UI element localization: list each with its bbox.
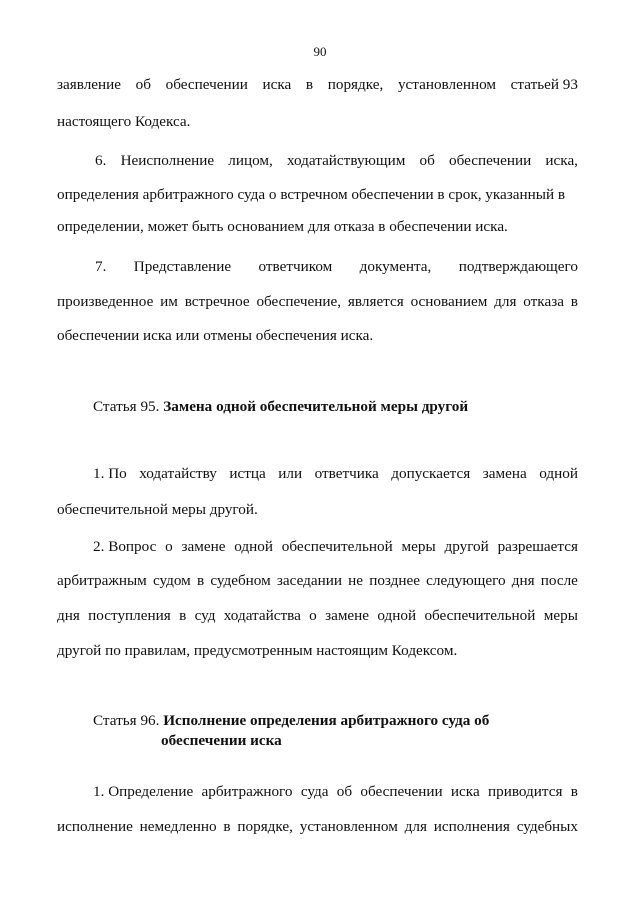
word: в <box>570 783 578 800</box>
word: одной <box>539 465 578 482</box>
paragraph-line: определения арбитражного суда о встречном обеспечении в срок, указанный в <box>57 186 566 203</box>
page-number: 90 <box>313 44 327 59</box>
paragraph-line: определении, может быть основанием для отказа в обеспечении иска. <box>57 218 508 235</box>
word: в <box>179 607 187 624</box>
word: обеспечительной <box>281 538 393 555</box>
word: 1. По <box>93 465 127 482</box>
word: Неисполнение <box>120 152 215 169</box>
word: в <box>305 76 314 93</box>
word: 2. Вопрос <box>93 538 157 555</box>
word: судебных <box>516 818 578 835</box>
word: иска, <box>545 152 578 169</box>
word: в <box>223 818 231 835</box>
paragraph-line <box>95 152 578 170</box>
word: заседании <box>276 572 342 589</box>
word: встречное <box>184 293 250 310</box>
word: установленном <box>397 76 497 93</box>
word: обеспечении <box>360 783 443 800</box>
word: поступления <box>88 607 171 624</box>
word: подтверждающего <box>458 258 578 275</box>
word: ответчика <box>314 465 379 482</box>
word: суд <box>194 607 216 624</box>
word: замене <box>325 607 370 624</box>
word: об <box>135 76 151 93</box>
word: в <box>570 293 578 310</box>
article-95-heading <box>93 398 468 416</box>
paragraph-line <box>57 607 578 625</box>
word: ходатайствующим <box>287 152 406 169</box>
word: следующего <box>426 572 506 589</box>
word: судом <box>152 572 191 589</box>
word: установленном <box>299 818 398 835</box>
word: исполнение <box>57 818 133 835</box>
article-96-heading <box>93 712 489 730</box>
word: или <box>278 465 303 482</box>
word: 1. Определение <box>93 783 194 800</box>
word: одной <box>234 538 273 555</box>
word: ходатайству <box>139 465 217 482</box>
word: меры <box>401 538 436 555</box>
word: разрешается <box>497 538 578 555</box>
paragraph-line <box>57 818 578 836</box>
paragraph-line <box>95 258 578 276</box>
word: порядке, <box>327 76 384 93</box>
word: об <box>419 152 435 169</box>
word: об <box>336 783 353 800</box>
paragraph-line: настоящего Кодекса. <box>57 113 191 130</box>
word: иска <box>450 783 480 800</box>
word: о <box>309 607 317 624</box>
word: суда <box>300 783 329 800</box>
word: иска <box>262 76 292 93</box>
word: исполнения <box>433 818 510 835</box>
word: не <box>348 572 364 589</box>
word: ходатайства <box>223 607 301 624</box>
word: произведенное <box>57 293 154 310</box>
word: истца <box>229 465 266 482</box>
article-96-number: Статья 96. <box>93 712 164 729</box>
article-95-title: Замена одной обеспечительной меры другой <box>163 398 469 415</box>
paragraph-line <box>57 293 578 311</box>
word: замена <box>482 465 527 482</box>
word: судебном <box>210 572 271 589</box>
word: немедленно <box>139 818 217 835</box>
word: в <box>196 572 205 589</box>
word: после <box>540 572 578 589</box>
word: основанием <box>410 293 488 310</box>
word: для <box>494 293 517 310</box>
word: о <box>165 538 173 555</box>
paragraph-line <box>57 76 578 94</box>
word: допускается <box>391 465 471 482</box>
article-96-title-line-2: обеспечении иска <box>161 732 282 749</box>
word: арбитражным <box>57 572 147 589</box>
paragraph-line <box>93 465 578 483</box>
word: заявление <box>57 76 122 93</box>
word: другой <box>444 538 489 555</box>
word: Представление <box>133 258 232 275</box>
word: позднее <box>369 572 420 589</box>
word: обеспечении <box>165 76 248 93</box>
word: одной <box>377 607 417 624</box>
word: порядке, <box>237 818 293 835</box>
article-96-title-line-1: Исполнение определения арбитражного суда об <box>163 712 490 729</box>
paragraph-line: другой по правилам, предусмотренным настоящим Кодексом. <box>57 642 458 659</box>
word: меры <box>543 607 578 624</box>
word: замене <box>181 538 226 555</box>
word: документа, <box>359 258 432 275</box>
word: 7. <box>95 258 107 275</box>
word: обеспечение, <box>256 293 342 310</box>
word: для <box>404 818 427 835</box>
word: ответчиком <box>258 258 333 275</box>
paragraph-line <box>93 538 578 556</box>
word: отказа <box>523 293 564 310</box>
word: приводится <box>487 783 563 800</box>
word: является <box>347 293 404 310</box>
paragraph-line: обеспечительной меры другой. <box>57 501 258 518</box>
word: обеспечительной <box>424 607 536 624</box>
word: арбитражного <box>201 783 293 800</box>
word: дня <box>511 572 535 589</box>
paragraph-line <box>57 572 578 590</box>
word: им <box>160 293 178 310</box>
paragraph-line: обеспечении иска или отмены обеспечения иска. <box>57 327 374 344</box>
word: статьей 93 <box>510 76 578 93</box>
paragraph-line <box>93 783 578 801</box>
article-95-number: Статья 95. <box>93 398 164 415</box>
word: лицом, <box>228 152 273 169</box>
word: обеспечении <box>449 152 532 169</box>
word: дня <box>57 607 80 624</box>
word: 6. <box>95 152 107 169</box>
